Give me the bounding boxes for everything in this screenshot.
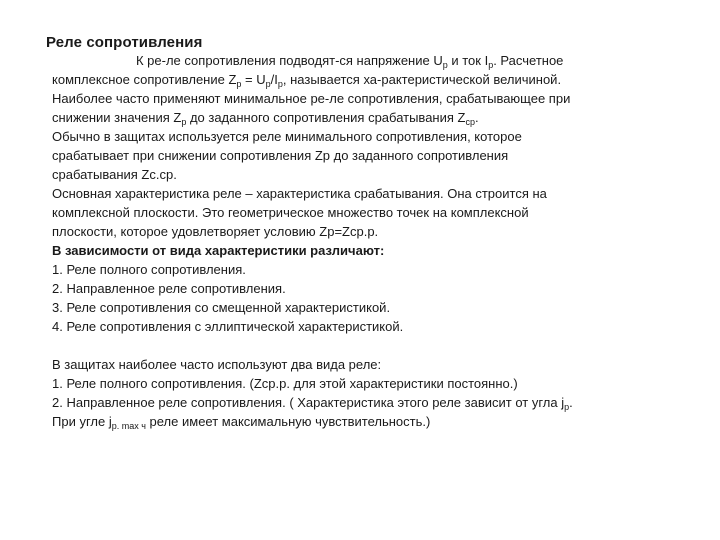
subscript: р. max ч xyxy=(111,421,146,431)
text-run: = U xyxy=(241,72,266,87)
subscript: ср xyxy=(465,117,475,127)
paragraph-4-line-4 xyxy=(52,412,672,431)
text-run: снижении значения Z xyxy=(52,110,182,125)
subscript: р xyxy=(236,79,242,89)
text-run: до заданного сопротивления срабатывания Z xyxy=(186,110,466,125)
subscript: р xyxy=(442,60,448,70)
paragraph-2-line-3: срабатывания Zс.ср. xyxy=(52,167,177,182)
paragraph-4-line-2: 1. Реле полного сопротивления. (Zср.р. для этой характеристики постоянно.) xyxy=(52,376,518,391)
text-run: . xyxy=(569,395,573,410)
text-run: реле имеет максимальную чувствительность.) xyxy=(145,414,431,429)
text-run: , называется ха-рактеристической величиной. xyxy=(282,72,562,87)
paragraph-3-line-2: комплексной плоскости. Это геометрическое множество точек на комплексной xyxy=(52,205,529,220)
text-run: /I xyxy=(270,72,278,87)
document-title: Реле сопротивления xyxy=(46,34,203,51)
paragraph-4-line-1: В защитах наиболее часто используют два вида реле: xyxy=(52,357,382,372)
list-heading: В зависимости от вида характеристики различают: xyxy=(52,243,385,258)
document-body xyxy=(52,51,672,431)
paragraph-4-line-3 xyxy=(52,393,672,412)
subscript: р xyxy=(277,79,283,89)
text-run: комплексное сопротивление Z xyxy=(52,72,237,87)
paragraph-2-line-1: Обычно в защитах используется реле минимального сопротивления, которое xyxy=(52,129,522,144)
text-run: При угле j xyxy=(52,414,112,429)
paragraph-1-line-3: Наиболее часто применяют минимальное ре-ле сопротивления, срабатывающее при xyxy=(52,91,571,106)
paragraph-spacer xyxy=(52,336,672,355)
text-run: и ток I xyxy=(447,53,489,68)
list-item: 2. Направленное реле сопротивления. xyxy=(52,281,286,296)
subscript: р xyxy=(488,60,494,70)
paragraph-3-line-3: плоскости, которое удовлетворяет условию Zр=Zср.р. xyxy=(52,224,379,239)
text-run: 2. Направленное реле сопротивления. ( Характеристика этого реле зависит от угла j xyxy=(52,395,565,410)
list-item: 3. Реле сопротивления со смещенной характеристикой. xyxy=(52,300,391,315)
text-run: . xyxy=(474,110,479,125)
text-run: U xyxy=(433,53,443,68)
text-run: . Расчетное xyxy=(493,53,564,68)
paragraph-1-line-1 xyxy=(52,51,672,70)
subscript: р xyxy=(181,117,187,127)
list-item: 4. Реле сопротивления с эллиптической характеристикой. xyxy=(52,319,404,334)
subscript: р xyxy=(265,79,271,89)
paragraph-3-line-1: Основная характеристика реле – характеристика срабатывания. Она строится на xyxy=(52,186,547,201)
paragraph-1-line-2 xyxy=(52,70,672,89)
text-run: К ре-ле сопротивления подводят-ся напряжение xyxy=(136,53,434,68)
list-item: 1. Реле полного сопротивления. xyxy=(52,262,246,277)
subscript: р xyxy=(564,402,570,412)
paragraph-1-line-4 xyxy=(52,108,672,127)
paragraph-2-line-2: срабатывает при снижении сопротивления Zр до заданного сопротивления xyxy=(52,148,509,163)
